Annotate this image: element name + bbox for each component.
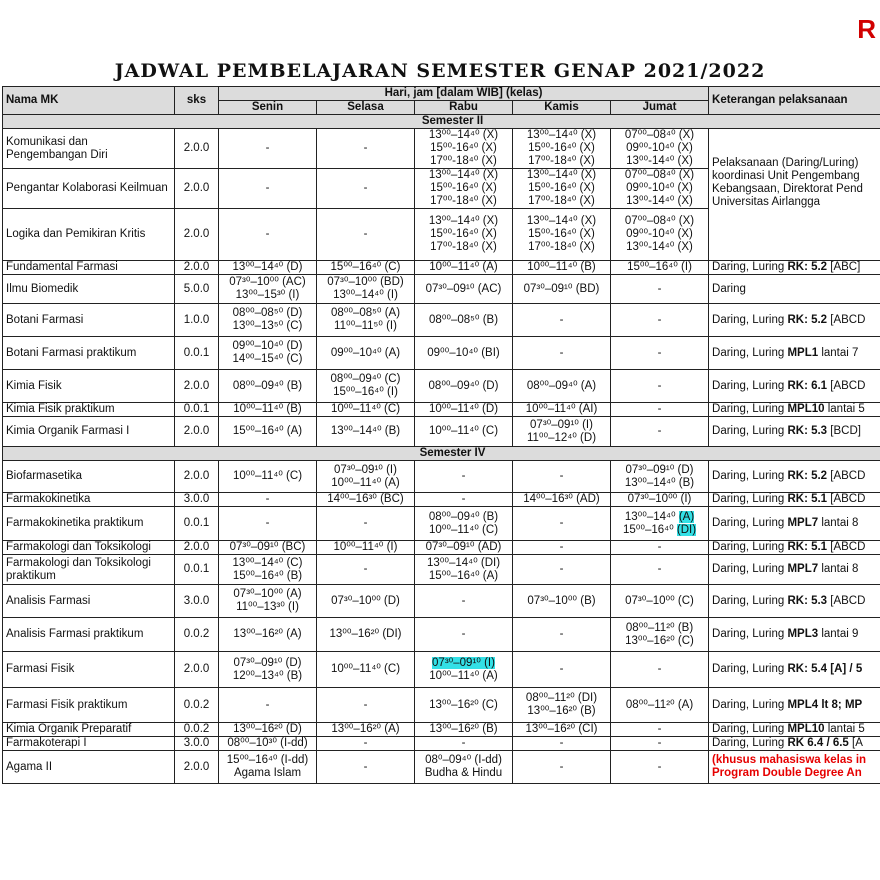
highlighted-class: (DI) <box>676 523 697 536</box>
table-row <box>3 493 880 507</box>
table-row <box>3 370 880 403</box>
schedule-cell: - <box>415 493 513 507</box>
schedule-line: 09⁰⁰-10⁴⁰ (X) <box>626 228 693 240</box>
course-name: Botani Farmasi <box>3 304 175 337</box>
ket-room: RK: 5.1 <box>787 493 828 505</box>
schedule-cell: - <box>219 129 317 169</box>
table-row <box>3 304 880 337</box>
schedule-cell: 08⁰⁰–08⁵⁰ (D) 13⁰⁰–13⁵⁰ (C) <box>219 304 317 337</box>
schedule-line: 09⁰⁰-10⁴⁰ (X) <box>626 142 693 154</box>
schedule-line: 07⁰⁰–08⁴⁰ (X) <box>624 129 695 141</box>
course-name: Agama II <box>3 751 175 784</box>
ket-class: lantai 8 <box>818 563 859 575</box>
ket-text: Daring, Luring <box>712 517 788 529</box>
schedule-cell: - <box>317 688 415 723</box>
schedule-cell <box>415 169 513 209</box>
schedule-line: 15⁰⁰-16⁴⁰ (X) <box>528 228 595 240</box>
schedule-cell: 13⁰⁰–14⁴⁰ (B) <box>317 417 415 447</box>
header-day-jumat: Jumat <box>611 101 709 115</box>
ket-room: MPL3 <box>787 628 819 640</box>
schedule-cell: 07³⁰–09¹⁰ (AD) <box>415 541 513 555</box>
sks-cell: 2.0.0 <box>175 370 219 403</box>
schedule-cell: 07³⁰–09¹⁰ (AC) <box>415 275 513 304</box>
table-row <box>3 751 880 784</box>
schedule-cell: 07³⁰–10⁰⁰ (AC) 13⁰⁰–15³⁰ (I) <box>219 275 317 304</box>
ket-text: Daring, Luring <box>712 493 788 505</box>
ket-class: lantai 7 <box>818 346 859 359</box>
course-name: Kimia Organik Farmasi I <box>3 417 175 447</box>
keterangan-cell <box>709 541 880 555</box>
keterangan-cell <box>709 461 880 493</box>
schedule-cell: - <box>317 555 415 585</box>
ket-text: Daring, Luring <box>712 628 788 640</box>
schedule-cell: 15⁰⁰–16⁴⁰ (I) <box>611 261 709 275</box>
table-row <box>3 555 880 585</box>
highlighted-time: 07³⁰–09¹⁰ (I) <box>432 656 495 669</box>
schedule-cell: 08⁰⁰–08⁵⁰ (B) <box>415 304 513 337</box>
table-row <box>3 737 880 751</box>
sks-cell: 2.0.0 <box>175 461 219 493</box>
time-text: 13⁰⁰–14⁴⁰ <box>624 510 679 523</box>
sks-cell: 2.0.0 <box>175 751 219 784</box>
keterangan-cell <box>709 585 880 618</box>
ket-room: RK: 5.3 <box>787 594 828 607</box>
keterangan-merged: Pelaksanaan (Daring/Luring) koordinasi Unit Pengembang Kebangsaan, Direktorat Pend Universitas Airlangga <box>709 129 880 261</box>
schedule-cell: 10⁰⁰–11⁴⁰ (B) <box>513 261 611 275</box>
schedule-cell <box>415 652 513 688</box>
sks-cell: 0.0.2 <box>175 618 219 652</box>
schedule-line: 17⁰⁰-18⁴⁰ (X) <box>528 195 595 207</box>
ket-class: [A] / 5 <box>827 663 863 675</box>
ket-text: Daring, Luring <box>712 594 788 607</box>
schedule-cell: 10⁰⁰–11⁴⁰ (C) <box>219 461 317 493</box>
sks-cell: 2.0.0 <box>175 652 219 688</box>
schedule-cell <box>513 209 611 261</box>
course-name: Ilmu Biomedik <box>3 275 175 304</box>
schedule-line: 13⁰⁰–14⁴⁰ (X) <box>526 169 597 181</box>
ket-text: Daring <box>712 282 746 295</box>
schedule-line: 13⁰⁰-14⁴⁰ (X) <box>626 155 693 167</box>
schedule-cell: 10⁰⁰–11⁴⁰ (C) <box>317 403 415 417</box>
sks-cell: 2.0.0 <box>175 417 219 447</box>
course-name: Kimia Fisik <box>3 370 175 403</box>
schedule-cell: - <box>513 507 611 541</box>
schedule-line: 15⁰⁰-16⁴⁰ (X) <box>430 228 497 240</box>
schedule-cell: 13⁰⁰–16²⁰ (A) <box>219 618 317 652</box>
schedule-cell: - <box>611 652 709 688</box>
schedule-cell: 13⁰⁰–16²⁰ (C) <box>415 688 513 723</box>
schedule-cell: 10⁰⁰–11⁴⁰ (D) <box>415 403 513 417</box>
schedule-cell: 09⁰⁰–10⁴⁰ (A) <box>317 337 415 370</box>
schedule-cell: - <box>317 129 415 169</box>
schedule-cell: 08⁰⁰–11²⁰ (A) <box>611 688 709 723</box>
sks-cell: 2.0.0 <box>175 261 219 275</box>
table-row <box>3 585 880 618</box>
sks-cell: 5.0.0 <box>175 275 219 304</box>
sks-cell: 0.0.1 <box>175 337 219 370</box>
schedule-cell: 08⁰⁰–11²⁰ (DI) 13⁰⁰–16²⁰ (B) <box>513 688 611 723</box>
sks-cell: 0.0.1 <box>175 507 219 541</box>
keterangan-cell <box>709 723 880 737</box>
sks-cell: 0.0.1 <box>175 403 219 417</box>
schedule-line: 13⁰⁰–14⁴⁰ (X) <box>526 129 597 141</box>
course-name: Logika dan Pemikiran Kritis <box>3 209 175 261</box>
schedule-line <box>418 657 509 670</box>
keterangan-cell <box>709 652 880 688</box>
schedule-cell: 13⁰⁰–16²⁰ (A) <box>317 723 415 737</box>
schedule-line: 13⁰⁰–14⁴⁰ (X) <box>428 215 499 227</box>
course-name: Farmakologi dan Toksikologi praktikum <box>3 555 175 585</box>
schedule-line: 13⁰⁰-14⁴⁰ (X) <box>626 195 693 207</box>
schedule-cell: 10⁰⁰–11⁴⁰ (C) <box>415 417 513 447</box>
schedule-cell: - <box>513 737 611 751</box>
schedule-cell: 07³⁰–10⁰⁰ (I) <box>611 493 709 507</box>
schedule-cell: 14⁰⁰–16³⁰ (BC) <box>317 493 415 507</box>
ket-class: [A <box>848 737 863 749</box>
schedule-cell: - <box>219 507 317 541</box>
ket-room: MPL7 <box>787 563 819 575</box>
schedule-cell: 13⁰⁰–16²⁰ (D) <box>219 723 317 737</box>
schedule-cell: - <box>611 555 709 585</box>
schedule-cell: - <box>415 461 513 493</box>
schedule-cell: 08⁰⁰–09⁴⁰ (C) 15⁰⁰–16⁴⁰ (I) <box>317 370 415 403</box>
schedule-cell: - <box>513 337 611 370</box>
header-sks: sks <box>175 87 219 115</box>
ket-class: [ABC] <box>827 261 861 273</box>
sks-cell: 2.0.0 <box>175 169 219 209</box>
schedule-cell: 07³⁰–09¹⁰ (D) 12⁰⁰–13⁴⁰ (B) <box>219 652 317 688</box>
ket-room: RK: 5.4 <box>787 663 828 675</box>
ket-text: Daring, Luring <box>712 698 788 711</box>
corner-mark: R <box>857 14 876 44</box>
schedule-cell: 08⁰⁰–11²⁰ (B) 13⁰⁰–16²⁰ (C) <box>611 618 709 652</box>
ket-room: RK: 5.2 <box>787 261 828 273</box>
schedule-cell: - <box>611 417 709 447</box>
semester-header: Semester IV <box>3 447 880 461</box>
ket-room: MPL7 <box>787 517 819 529</box>
sks-cell: 3.0.0 <box>175 737 219 751</box>
table-row <box>3 417 880 447</box>
ket-text: Daring, Luring <box>712 663 788 675</box>
schedule-cell: - <box>317 169 415 209</box>
ket-text: Daring, Luring <box>712 346 788 359</box>
schedule-cell: 07³⁰–10⁰⁰ (C) <box>611 585 709 618</box>
sks-cell: 0.0.2 <box>175 723 219 737</box>
course-name: Fundamental Farmasi <box>3 261 175 275</box>
course-name: Farmasi Fisik <box>3 652 175 688</box>
ket-class: [ABCD <box>827 379 866 392</box>
schedule-cell: 13⁰⁰–14⁴⁰ (DI) 15⁰⁰–16⁴⁰ (A) <box>415 555 513 585</box>
schedule-cell: - <box>611 723 709 737</box>
schedule-cell: 08⁰⁰–09⁴⁰ (B) 10⁰⁰–11⁴⁰ (C) <box>415 507 513 541</box>
schedule-cell: - <box>611 737 709 751</box>
schedule-line <box>614 511 705 524</box>
ket-text: Daring, Luring <box>712 723 788 735</box>
ket-class: lantai 5 <box>824 723 865 735</box>
header-day-selasa: Selasa <box>317 101 415 115</box>
schedule-cell: - <box>317 751 415 784</box>
schedule-line: 07⁰⁰–08⁴⁰ (X) <box>624 169 695 181</box>
schedule-cell: 10⁰⁰–11⁴⁰ (A) <box>415 261 513 275</box>
schedule-cell: 10⁰⁰–11⁴⁰ (B) <box>219 403 317 417</box>
ket-room: MPL4 <box>787 698 819 711</box>
highlighted-class: (A) <box>678 510 695 523</box>
table-row <box>3 403 880 417</box>
schedule-cell: 08⁰⁰–10³⁰ (I-dd) <box>219 737 317 751</box>
table-row <box>3 461 880 493</box>
schedule-cell: - <box>415 585 513 618</box>
course-name: Analisis Farmasi <box>3 585 175 618</box>
schedule-cell: 10⁰⁰–11⁴⁰ (C) <box>317 652 415 688</box>
schedule-cell: - <box>219 493 317 507</box>
schedule-cell: 13⁰⁰–16²⁰ (DI) <box>317 618 415 652</box>
schedule-cell: - <box>611 403 709 417</box>
schedule-cell: 15⁰⁰–16⁴⁰ (A) <box>219 417 317 447</box>
schedule-line: 17⁰⁰-18⁴⁰ (X) <box>430 155 497 167</box>
schedule-cell: - <box>317 507 415 541</box>
keterangan-cell <box>709 493 880 507</box>
schedule-cell: 14⁰⁰–16³⁰ (AD) <box>513 493 611 507</box>
keterangan-cell <box>709 403 880 417</box>
ket-class: lt 8; MP <box>818 698 863 711</box>
schedule-line: 07⁰⁰–08⁴⁰ (X) <box>624 215 695 227</box>
table-row <box>3 541 880 555</box>
course-name: Botani Farmasi praktikum <box>3 337 175 370</box>
schedule-cell: - <box>415 618 513 652</box>
keterangan-cell <box>709 370 880 403</box>
ket-text: Daring, Luring <box>712 379 788 392</box>
semester-header: Semester II <box>3 115 880 129</box>
ket-class: lantai 8 <box>818 517 859 529</box>
schedule-cell: 07³⁰–10⁰⁰ (B) <box>513 585 611 618</box>
course-name: Farmakokinetika praktikum <box>3 507 175 541</box>
ket-room: RK: 5.2 <box>787 470 828 482</box>
schedule-cell: - <box>611 304 709 337</box>
schedule-line: 09⁰⁰-10⁴⁰ (X) <box>626 182 693 194</box>
schedule-cell: - <box>513 618 611 652</box>
schedule-cell: - <box>317 737 415 751</box>
schedule-cell: - <box>219 688 317 723</box>
ket-text: Daring, Luring <box>712 563 788 575</box>
header-day-rabu: Rabu <box>415 101 513 115</box>
schedule-cell: - <box>611 370 709 403</box>
course-name: Kimia Organik Preparatif <box>3 723 175 737</box>
course-name: Analisis Farmasi praktikum <box>3 618 175 652</box>
keterangan-cell <box>709 507 880 541</box>
ket-class: [ABCD <box>827 541 866 553</box>
keterangan-cell <box>709 275 880 304</box>
schedule-cell: 09⁰⁰–10⁴⁰ (BI) <box>415 337 513 370</box>
ket-room: RK: 5.1 <box>787 541 828 553</box>
ket-text: Daring, Luring <box>712 737 788 749</box>
course-name: Farmasi Fisik praktikum <box>3 688 175 723</box>
schedule-cell <box>611 169 709 209</box>
ket-text: Daring, Luring <box>712 313 788 326</box>
table-row <box>3 261 880 275</box>
table-row <box>3 618 880 652</box>
schedule-cell: - <box>513 461 611 493</box>
header-hari-group: Hari, jam [dalam WIB] (kelas) <box>219 87 709 101</box>
schedule-cell: 07³⁰–09¹⁰ (BC) <box>219 541 317 555</box>
ket-class: [ABCD <box>827 470 866 482</box>
keterangan-cell <box>709 261 880 275</box>
ket-text: Daring, Luring <box>712 470 788 482</box>
ket-room: MPL10 <box>787 723 825 735</box>
schedule-line: 15⁰⁰-16⁴⁰ (X) <box>528 182 595 194</box>
header-nama-mk: Nama MK <box>3 87 175 115</box>
schedule-cell: 08⁰⁰–08⁵⁰ (A) 11⁰⁰–11⁵⁰ (I) <box>317 304 415 337</box>
schedule-cell: 10⁰⁰–11⁴⁰ (I) <box>317 541 415 555</box>
course-name: Biofarmasetika <box>3 461 175 493</box>
table-row <box>3 275 880 304</box>
ket-room: MPL1 <box>787 346 819 359</box>
schedule-cell: 13⁰⁰–14⁴⁰ (C) 15⁰⁰–16⁴⁰ (B) <box>219 555 317 585</box>
schedule-cell: - <box>611 275 709 304</box>
table-row <box>3 688 880 723</box>
keterangan-cell <box>709 304 880 337</box>
page-title: JADWAL PEMBELAJARAN SEMESTER GENAP 2021/2022 <box>114 60 766 82</box>
course-name: Farmakokinetika <box>3 493 175 507</box>
schedule-cell <box>513 169 611 209</box>
schedule-cell: - <box>513 652 611 688</box>
time-text: 15⁰⁰–16⁴⁰ <box>622 523 677 536</box>
ket-room: RK 6.4 / 6.5 <box>787 737 849 749</box>
course-name: Farmakologi dan Toksikologi <box>3 541 175 555</box>
schedule-cell: 13⁰⁰–16²⁰ (B) <box>415 723 513 737</box>
table-row <box>3 507 880 541</box>
sks-cell: 2.0.0 <box>175 541 219 555</box>
schedule-cell: - <box>317 209 415 261</box>
schedule-cell <box>513 129 611 169</box>
keterangan-cell <box>709 337 880 370</box>
schedule-cell: 07³⁰–10⁰⁰ (BD) 13⁰⁰–14⁴⁰ (I) <box>317 275 415 304</box>
course-name: Kimia Fisik praktikum <box>3 403 175 417</box>
schedule-line: 15⁰⁰-16⁴⁰ (X) <box>528 142 595 154</box>
schedule-line: 10⁰⁰–11⁴⁰ (A) <box>429 669 498 682</box>
schedule-cell: 15⁰⁰–16⁴⁰ (C) <box>317 261 415 275</box>
table-row <box>3 723 880 737</box>
schedule-line: 17⁰⁰-18⁴⁰ (X) <box>430 241 497 253</box>
keterangan-cell <box>709 618 880 652</box>
schedule-cell: 07³⁰–10⁰⁰ (D) <box>317 585 415 618</box>
keterangan-cell <box>709 417 880 447</box>
schedule-cell <box>415 209 513 261</box>
ket-class: [ABCD <box>827 594 866 607</box>
schedule-table <box>2 86 880 784</box>
header-day-senin: Senin <box>219 101 317 115</box>
ket-class: [BCD] <box>827 425 861 437</box>
ket-text: Daring, Luring <box>712 261 788 273</box>
schedule-cell: - <box>611 337 709 370</box>
schedule-cell: 13⁰⁰–14⁴⁰ (D) <box>219 261 317 275</box>
schedule-line: 13⁰⁰–14⁴⁰ (X) <box>428 129 499 141</box>
schedule-line: 15⁰⁰-16⁴⁰ (X) <box>430 142 497 154</box>
keterangan-note-red: (khusus mahasiswa kelas in Program Double Degree An <box>709 751 880 784</box>
schedule-line: 17⁰⁰-18⁴⁰ (X) <box>528 241 595 253</box>
ket-class: [ABCD <box>827 313 866 326</box>
ket-text: Daring, Luring <box>712 425 788 437</box>
schedule-cell <box>415 129 513 169</box>
schedule-cell: 08⁰⁰–09⁴⁰ (A) <box>513 370 611 403</box>
schedule-cell: 07³⁰–09¹⁰ (BD) <box>513 275 611 304</box>
sks-cell: 3.0.0 <box>175 585 219 618</box>
sks-cell: 0.0.2 <box>175 688 219 723</box>
schedule-cell: 08⁰⁰–09⁴⁰ (D) <box>415 370 513 403</box>
ket-room: RK: 5.3 <box>787 425 828 437</box>
schedule-cell: - <box>219 209 317 261</box>
ket-class: lantai 9 <box>818 628 859 640</box>
schedule-cell: 07³⁰–09¹⁰ (I) 10⁰⁰–11⁴⁰ (A) <box>317 461 415 493</box>
sks-cell: 0.0.1 <box>175 555 219 585</box>
header-day-kamis: Kamis <box>513 101 611 115</box>
keterangan-cell <box>709 555 880 585</box>
schedule-cell: 07³⁰–09¹⁰ (I) 11⁰⁰–12⁴⁰ (D) <box>513 417 611 447</box>
schedule-cell: - <box>513 304 611 337</box>
schedule-cell: - <box>513 751 611 784</box>
ket-text: Daring, Luring <box>712 541 788 553</box>
keterangan-cell <box>709 737 880 751</box>
schedule-cell: 07³⁰–09¹⁰ (D) 13⁰⁰–14⁴⁰ (B) <box>611 461 709 493</box>
schedule-line: 17⁰⁰-18⁴⁰ (X) <box>430 195 497 207</box>
ket-text: Daring, Luring <box>712 403 788 415</box>
schedule-line: 13⁰⁰–14⁴⁰ (X) <box>526 215 597 227</box>
schedule-line <box>614 524 705 537</box>
schedule-cell: - <box>415 737 513 751</box>
ket-class: lantai 5 <box>824 403 865 415</box>
schedule-cell: 07³⁰–10⁰⁰ (A) 11⁰⁰–13³⁰ (I) <box>219 585 317 618</box>
schedule-line: 15⁰⁰-16⁴⁰ (X) <box>430 182 497 194</box>
course-name: Farmakoterapi I <box>3 737 175 751</box>
schedule-cell: 09⁰⁰–10⁴⁰ (D) 14⁰⁰–15⁴⁰ (C) <box>219 337 317 370</box>
schedule-line: 13⁰⁰-14⁴⁰ (X) <box>626 241 693 253</box>
schedule-cell: - <box>219 169 317 209</box>
schedule-cell <box>611 209 709 261</box>
sks-cell: 1.0.0 <box>175 304 219 337</box>
table-row <box>3 129 880 169</box>
schedule-cell <box>611 129 709 169</box>
course-name: Komunikasi dan Pengembangan Diri <box>3 129 175 169</box>
schedule-cell: 08⁰⁰–09⁴⁰ (B) <box>219 370 317 403</box>
schedule-cell: - <box>513 555 611 585</box>
sks-cell: 2.0.0 <box>175 209 219 261</box>
schedule-cell: - <box>611 541 709 555</box>
header-keterangan: Keterangan pelaksanaan <box>709 87 880 115</box>
schedule-cell: - <box>513 541 611 555</box>
ket-room: RK: 5.2 <box>787 313 828 326</box>
keterangan-cell <box>709 688 880 723</box>
schedule-line: 13⁰⁰–14⁴⁰ (X) <box>428 169 499 181</box>
schedule-line: 17⁰⁰-18⁴⁰ (X) <box>528 155 595 167</box>
ket-class: [ABCD <box>827 493 866 505</box>
course-name: Pengantar Kolaborasi Keilmuan <box>3 169 175 209</box>
schedule-cell: - <box>611 751 709 784</box>
schedule-cell: 10⁰⁰–11⁴⁰ (AI) <box>513 403 611 417</box>
table-row <box>3 652 880 688</box>
ket-room: MPL10 <box>787 403 825 415</box>
ket-room: RK: 6.1 <box>787 379 828 392</box>
schedule-cell: 13⁰⁰–16²⁰ (CI) <box>513 723 611 737</box>
schedule-cell: 08⁰–09⁴⁰ (I-dd) Budha & Hindu <box>415 751 513 784</box>
schedule-cell <box>611 507 709 541</box>
sks-cell: 2.0.0 <box>175 129 219 169</box>
table-row <box>3 337 880 370</box>
sks-cell: 3.0.0 <box>175 493 219 507</box>
schedule-cell: 15⁰⁰–16⁴⁰ (I-dd) Agama Islam <box>219 751 317 784</box>
